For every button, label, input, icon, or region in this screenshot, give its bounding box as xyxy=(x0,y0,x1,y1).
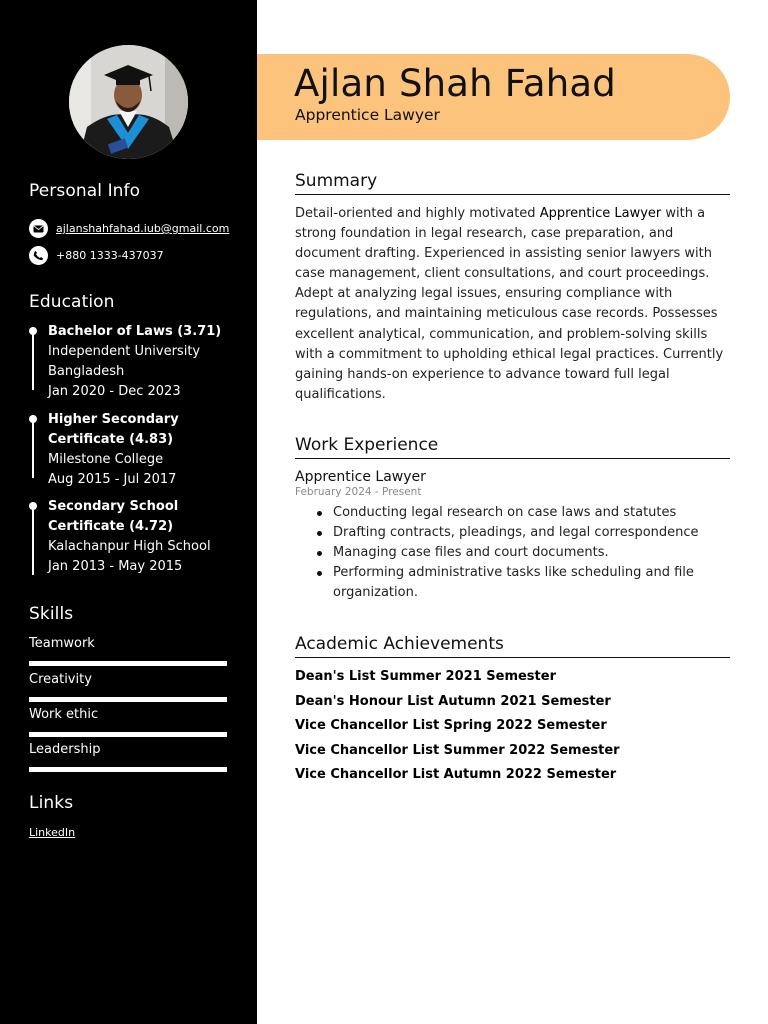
linkedin-link[interactable]: LinkedIn xyxy=(29,826,76,839)
candidate-name: Ajlan Shah Fahad xyxy=(294,62,616,105)
education-institution: Milestone College xyxy=(48,452,164,467)
skill-name: Leadership xyxy=(29,742,101,757)
education-degree: Higher Secondary xyxy=(48,412,179,427)
education-institution: Kalachanpur High School xyxy=(48,539,211,554)
summary-text-start: Detail-oriented and highly motivated xyxy=(295,206,540,221)
skill-item xyxy=(29,742,227,757)
education-heading: Education xyxy=(29,292,115,312)
timeline-dot xyxy=(29,415,37,423)
phone-number: +880 1333-437037 xyxy=(56,249,164,262)
achievement-item: Vice Chancellor List Summer 2022 Semester xyxy=(295,743,620,758)
timeline-dot xyxy=(29,502,37,510)
job-title: Apprentice Lawyer xyxy=(295,469,426,485)
links-heading: Links xyxy=(29,793,74,813)
achievement-item: Vice Chancellor List Autumn 2022 Semester xyxy=(295,767,617,782)
education-dates: Jan 2013 - May 2015 xyxy=(48,559,183,574)
education-item xyxy=(29,322,239,402)
list-item: Managing case files and court documents. xyxy=(314,543,734,563)
education-item xyxy=(29,410,239,490)
email-row[interactable] xyxy=(29,219,229,238)
timeline-line xyxy=(32,422,34,478)
education-dates: Aug 2015 - Jul 2017 xyxy=(48,472,177,487)
list-item: Conducting legal research on case laws and statutes xyxy=(314,503,734,523)
timeline-line xyxy=(32,334,34,390)
skill-item xyxy=(29,636,227,651)
profile-photo-image xyxy=(69,45,188,159)
mail-icon xyxy=(29,219,48,238)
achievement-item: Vice Chancellor List Spring 2022 Semester xyxy=(295,718,607,733)
skill-bar-fill xyxy=(29,697,227,702)
education-dates: Jan 2020 - Dec 2023 xyxy=(48,384,181,399)
skill-bar xyxy=(29,697,227,702)
list-item: Drafting contracts, pleadings, and legal correspondence xyxy=(314,523,734,543)
work-experience-heading: Work Experience xyxy=(295,435,730,459)
job-duties-list xyxy=(314,503,734,603)
skill-bar xyxy=(29,767,227,772)
skill-bar-fill xyxy=(29,732,227,737)
summary-text xyxy=(295,204,735,405)
education-location: Bangladesh xyxy=(48,364,125,379)
achievements-heading: Academic Achievements xyxy=(295,634,730,658)
timeline-dot xyxy=(29,327,37,335)
timeline-line xyxy=(32,509,34,575)
education-institution: Independent University xyxy=(48,344,201,359)
candidate-role: Apprentice Lawyer xyxy=(295,106,440,124)
education-degree-cont: Certificate (4.72) xyxy=(48,519,174,534)
sidebar xyxy=(0,0,257,1024)
skill-item xyxy=(29,707,227,722)
summary-highlight: Apprentice Lawyer xyxy=(539,206,662,221)
profile-photo xyxy=(69,45,188,159)
skill-bar-fill xyxy=(29,661,227,666)
skill-name: Work ethic xyxy=(29,707,99,722)
phone-icon xyxy=(29,246,48,265)
achievement-item: Dean's Honour List Autumn 2021 Semester xyxy=(295,694,611,709)
skill-bar-fill xyxy=(29,767,227,772)
skill-bar xyxy=(29,732,227,737)
email-link[interactable]: ajlanshahfahad.iub@gmail.com xyxy=(56,222,230,235)
education-degree: Bachelor of Laws (3.71) xyxy=(48,324,222,339)
list-item: Performing administrative tasks like scheduling and file organization. xyxy=(314,563,734,603)
skill-name: Teamwork xyxy=(29,636,95,651)
education-item xyxy=(29,497,239,577)
job-date: February 2024 - Present xyxy=(295,486,422,498)
skills-heading: Skills xyxy=(29,604,74,624)
summary-text-end: with a strong foundation in legal research, case preparation, and document drafting. Experienced in assisting senior lawyers with case management, client consultations, and court proceedings. Adept at analyzing legal issues, ensuring compliance with regulations, and maintaining meticulous case records. Possesses excellent analytical, communication, and problem-solving skills with a commitment to upholding ethical legal practices. Currently gaining hands-on experience to advance toward full legal qualifications. xyxy=(295,206,724,402)
education-degree: Secondary School xyxy=(48,499,179,514)
skill-bar xyxy=(29,661,227,666)
personal-info-heading: Personal Info xyxy=(29,181,141,201)
education-degree-cont: Certificate (4.83) xyxy=(48,432,174,447)
phone-row xyxy=(29,246,164,265)
skill-item xyxy=(29,672,227,687)
summary-heading: Summary xyxy=(295,171,730,195)
skill-name: Creativity xyxy=(29,672,92,687)
achievement-item: Dean's List Summer 2021 Semester xyxy=(295,669,556,684)
